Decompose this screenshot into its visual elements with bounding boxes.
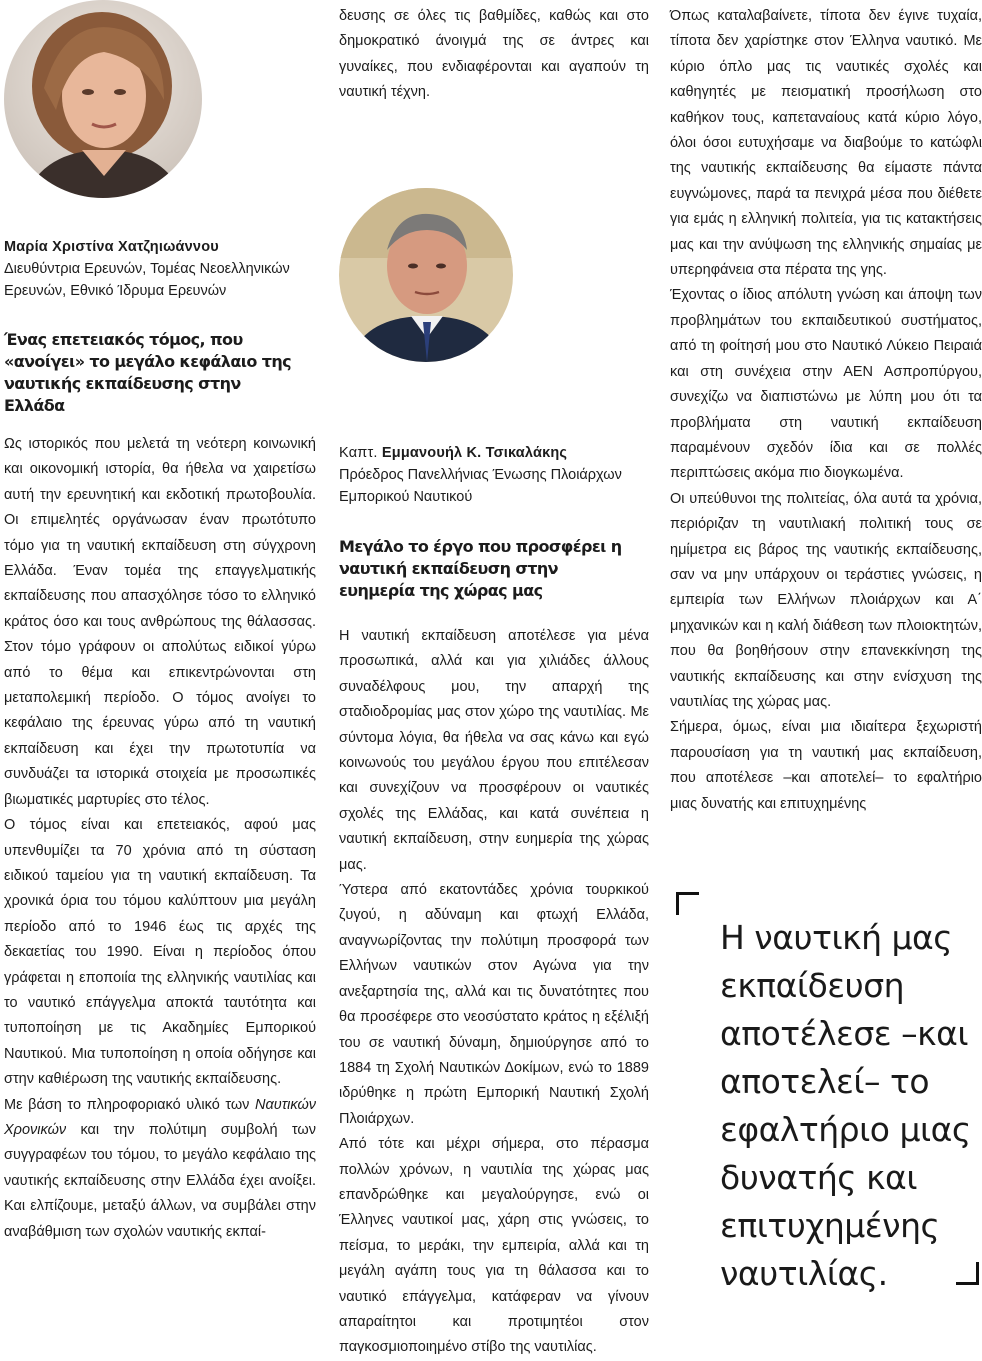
paragraph <box>4 1093 316 1245</box>
author-name-text: Εμμανουήλ Κ. Τσικαλάκης <box>381 445 568 461</box>
portrait-man-image <box>339 188 513 362</box>
author-role: Πρόεδρος Πανελλήνιας Ένωσης Πλοιάρχων Εμπορικού Ναυτικού <box>339 467 622 505</box>
pull-quote <box>676 892 982 1293</box>
author-role: Διευθύντρια Ερευνών, Τομέας Νεοελληνικών Ερευνών, Εθνικό Ίδρυμα Ερευνών <box>4 261 290 299</box>
author-name: Μαρία Χριστίνα Χατζηιωάννου <box>4 239 219 255</box>
quote-corner-close-icon <box>956 1262 979 1285</box>
paragraph: Όπως καταλαβαίνετε, τίποτα δεν έγινε τυχαία, τίποτα δεν χαρίστηκε στον Έλληνα ναυτικό. Με κύριο όπλο μας τις ναυτικές σχολές και καθηγητές με πεισματική προσήλωση στο καθήκον τους, καπεταναίους κατά κύριο λόγο, όλοι όσοι ευτυχήσαμε να διαβούμε το κατώφλι της ναυτικής εκπαίδευσης θα είμαστε πάντα ευγνώμονες, παρά τα πενιχρά μέσα που διέθετε για εμάς η ελληνική πολιτεία, για τις κατακτήσεις μας και την ανύψωση της ελληνικής σημαίας με υπερηφάνεια στα πέρατα της γης. <box>670 8 982 279</box>
continuation-text <box>339 4 649 106</box>
quote-corner-open-icon <box>676 892 699 915</box>
portrait-woman-image <box>4 0 202 198</box>
paragraph: Σήμερα, όμως, είναι μια ιδιαίτερα ξεχωριστή παρουσίαση για τη ναυτική μας εκπαίδευση, που αποτέλεσε –και αποτελεί– το εφαλτήριο μιας δυνατής και επιτυχημένης <box>670 719 982 812</box>
pull-quote-text: Η ναυτική μας εκπαίδευση αποτέλεσε –και αποτελεί– το εφαλτήριο μιας δυνατής και επιτυχημένης ναυτιλίας. <box>720 918 971 1293</box>
paragraph: Ο τόμος είναι και επετειακός, αφού μας υπενθυμίζει τα 70 χρόνια από τη σύσταση ειδικού ταμείου για τη ναυτική εκπαίδευση. Τα χρονικά όρια του τόμου καλύπτουν μια μεγάλη περίοδο από το 1946 έως τις αρχές της δεκαετίας του 1990. Είναι η περίοδος όπου γράφεται η εποποιία της ελληνικής ναυτιλίας και το ναυτικό επάγγελμα αποκτά ταυτότητα και τυποποίηση με τις Ακαδημίες Εμπορικού Ναυτικού. Μια τυποποίηση η οποία οδήγησε και στην καθιέρωση της ναυτικής εκπαίδευσης. <box>4 817 316 1088</box>
paragraph: δευσης σε όλες τις βαθμίδες, καθώς και στο δημοκρατικό άνοιγμά της σε άντρες και γυναίκες, που ενδιαφέρονται και αγαπούν τη ναυτική τέχνη. <box>339 8 649 101</box>
author-portrait-woman <box>4 0 202 198</box>
article-headline: Μεγάλο το έργο που προσφέρει η ναυτική εκπαίδευση στην ευημερία της χώρας μας <box>339 537 622 600</box>
paragraph: Ως ιστορικός που μελετά τη νεότερη κοινωνική και οικονομική ιστορία, θα ήθελα να χαιρετίσω αυτή την ερευνητική και εκδοτική πρωτοβουλία. Οι επιμελητές οργάνωσαν έναν πρωτότυπο τόμο για τη ναυτική εκπαίδευση στη σύγχρονη Ελλάδα. Έναν τομέα της επαγγελματικής εκπαίδευσης που απασχόλησε τόσο το ελληνικό κράτος όσο και τους ανθρώπους της θάλασσας. Στον τόμο γράφουν οι απολύτως ειδικοί γύρω από το θέμα και επικεντρώνονται στη μεταπολεμική περίοδο. Ο τόμος ανοίγει το κεφάλαιο της έρευνας γύρω από τη ναυτική εκπαίδευση και έχει την πρωτοτυπία να συνδυάζει τα ιστορικά στοιχεία με προσωπικές βιωματικές μαρτυρίες στο τέλος. <box>4 436 316 808</box>
article-body <box>339 624 649 1361</box>
publication-title: Ναυτικών Χρονικών <box>4 1096 316 1138</box>
paragraph-text: και την πολύτιμη συμβολή των συγγραφέων του τόμου, το μεγάλο κεφάλαιο της ναυτικής εκπαίδευσης στην Ελλάδα έχει ανοίξει. Και ελπίζουμε, μεταξύ άλλων, να συμβάλει στην αναβάθμιση των σχολών ναυτικής εκπαί- <box>4 1121 316 1240</box>
paragraph: Έχοντας ο ίδιος απόλυτη γνώση και άποψη των προβλημάτων του εκπαιδευτικού συστήματος, από τη φοίτησή μου στο Ναυτικό Λύκειο Πειραιά και στη συνέχεια στην ΑΕΝ Ασπροπύργου, συνεχίζω να διαπιστώνω με λύπη μου ότι τα προβλήματα στη ναυτική εκπαίδευση παραμένουν σχεδόν ίδια και σε πολλές περιπτώσεις ακόμα πιο διογκωμένα. <box>670 287 982 482</box>
article-body <box>4 432 316 1245</box>
paragraph: Ύστερα από εκατοντάδες χρόνια τουρκικού ζυγού, η αδύναμη και φτωχή Ελλάδα, αναγνωρίζοντας την πολύτιμη προσφορά των Ελλήνων ναυτικών στον Αγώνα για την ανεξαρτησία της, αλλά και τις δυνατότητες που θα προσέφερε στο νεοσύστατο κράτος η εξέλιξή του σε ναυτική δύναμη, δημιούργησε από το 1884 τη Σχολή Ναυτικών Δοκίμων, ενώ το 1889 ιδρύθηκε η πρώτη Εμπορική Ναυτική Σχολή Πλοιάρχων. <box>339 882 649 1127</box>
paragraph-text: Με βάση το πληροφοριακό υλικό των <box>4 1096 256 1113</box>
article-headline: Ένας επετειακός τόμος, που «ανοίγει» το μεγάλο κεφάλαιο της ναυτικής εκπαίδευσης στην Ελλάδα <box>4 330 292 415</box>
author-name <box>339 442 649 464</box>
article-body <box>670 4 982 817</box>
author-portrait-man <box>339 188 513 362</box>
paragraph: Οι υπεύθυνοι της πολιτείας, όλα αυτά τα χρόνια, περιόριζαν τη ναυτιλιακή πολιτική τους σε ημίμετρα εις βάρος της ναυτικής εκπαίδευσης, σαν να μην υπάρχουν οι τεράστιες γνώσεις, η εμπειρία των Ελλήνων πλοιάρχων και Α΄ μηχανικών και η καλή διάθεση των πλοιοκτητών, που θα βοηθήσουν στην επανεκκίνηση της ναυτικής εκπαίδευσης και στην ενίσχυση της ναυτιλίας της χώρας μας. <box>670 490 982 710</box>
paragraph: Από τότε και μέχρι σήμερα, στο πέρασμα πολλών χρόνων, η ναυτιλία της χώρας μας επανδρώθηκε και μεγαλούργησε, ενώ οι Έλληνες ναυτικοί μας, χάρη στις γνώσεις, το πείσμα, το μεράκι, την εμπειρία, αλλά και τη μεγάλη αγάπη τους για τη θάλασσα και το ναυτικό επάγγελμα, κατάφεραν να γίνουν απαραίτητοι και προτιμητέοι στον παγκοσμιοποιημένο στίβο της ναυτιλίας. <box>339 1136 649 1356</box>
paragraph: Η ναυτική εκπαίδευση αποτέλεσε για μένα προσωπικά, αλλά και για χιλιάδες άλλους συναδέλφους μου, την απαρχή της σταδιοδρομίας μας στον χώρο της ναυτιλίας. Με σύντομα λόγια, θα ήθελα να σας κάνω και εγώ κοινωνούς του μεγάλου έργου που επιτέλεσαν και συνεχίζουν να προσφέρουν οι ναυτικές σχολές της Ελλάδας, και κατά συνέπεια η ναυτική εκπαίδευση, στην ευημερία της χώρας μας. <box>339 628 649 873</box>
author-title-prefix: Καπτ. <box>339 445 382 461</box>
